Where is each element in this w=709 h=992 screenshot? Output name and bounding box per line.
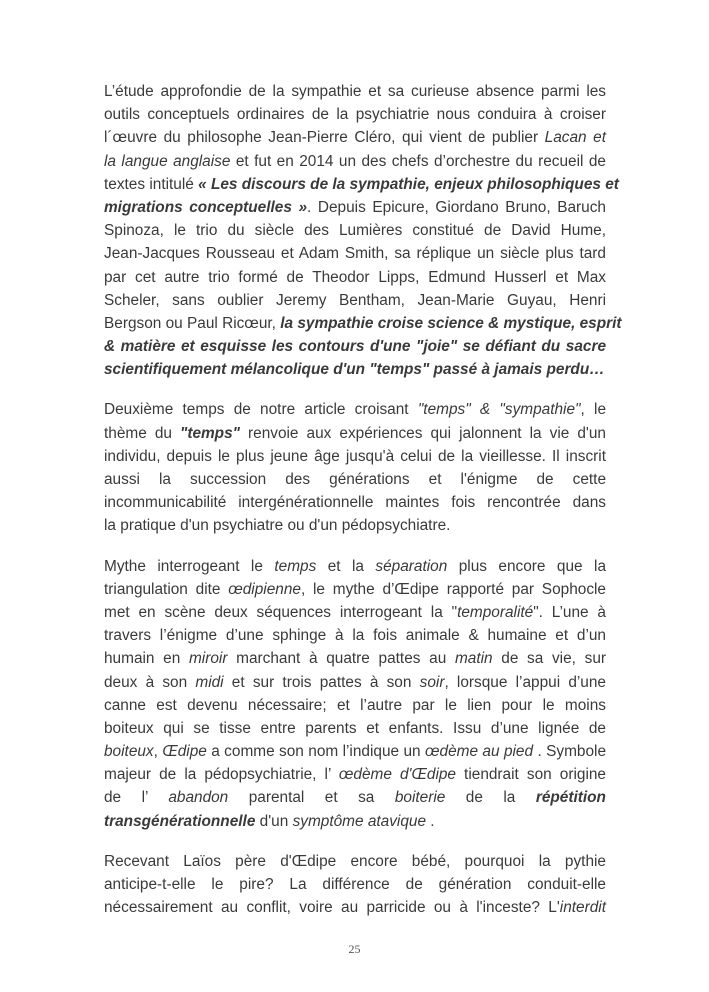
- text-run: incommunicabilité intergénérationnelle maintes fois rencontrée dans: [104, 494, 606, 512]
- text-line: [104, 896, 606, 919]
- text-run: et sur trois pattes à son: [223, 673, 420, 691]
- paragraph: [104, 555, 606, 833]
- text-run: individu, depuis le plus jeune âge jusqu'à celui de la vieillesse. Il inscrit: [104, 447, 606, 465]
- text-line: [104, 850, 606, 873]
- text-line: [104, 103, 606, 126]
- text-run: la pratique d'un psychiatre ou d'un pédopsychiatre.: [104, 517, 451, 535]
- text-line: [104, 740, 606, 763]
- text-run: œdème d'Œdipe: [338, 766, 456, 784]
- text-run: de l’: [104, 789, 169, 807]
- text-line: [104, 150, 606, 173]
- text-run: , lorsque l’appui d’une: [444, 673, 606, 691]
- text-line: [104, 873, 606, 896]
- text-run: met en scène deux séquences interrogeant la ": [104, 603, 458, 621]
- text-run: plus encore que la: [447, 557, 607, 575]
- paragraph: [104, 80, 622, 381]
- text-line: [104, 398, 606, 421]
- text-run: Jean-Jacques Rousseau et Adam Smith, sa réplique un siècle plus tard: [104, 245, 606, 263]
- text-run: temps: [274, 557, 317, 575]
- text-run: L’étude approfondie de la sympathie et sa curieuse absence parmi les: [104, 83, 606, 100]
- text-run: abandon: [168, 789, 229, 807]
- text-run: interdit: [559, 899, 606, 917]
- text-line: [104, 601, 606, 624]
- text-line: [104, 126, 606, 149]
- text-line: [104, 624, 606, 647]
- text-line: [104, 555, 606, 578]
- text-line: [104, 810, 606, 833]
- text-run: humain en: [104, 650, 189, 668]
- text-run: soir: [419, 673, 445, 691]
- text-run: transgénérationnelle: [104, 812, 256, 830]
- text-run: & matière et esquisse les contours d'une "joie" se défiant du sacre: [104, 338, 606, 356]
- text-run: Spinoza, le trio du siècle des Lumières constitué de David Hume,: [104, 222, 606, 240]
- paragraph: [104, 850, 606, 920]
- text-run: Œdipe: [162, 743, 207, 761]
- text-line: [104, 219, 606, 242]
- text-run: Scheler, sans oublier Jeremy Bentham, Jean-Marie Guyau, Henri: [104, 291, 606, 309]
- text-run: temporalité: [457, 603, 534, 621]
- text-run: parental et sa: [228, 789, 395, 807]
- page-body: [104, 80, 622, 936]
- text-run: Recevant Laïos père d'Œdipe encore bébé, pourquoi la pythie: [104, 852, 606, 870]
- text-run: Bergson ou Paul Ricœur,: [104, 314, 281, 332]
- text-line: [104, 671, 606, 694]
- text-run: de la: [445, 789, 536, 807]
- text-line: [104, 647, 606, 670]
- text-line: [104, 694, 606, 717]
- text-run: . Symbole: [533, 743, 607, 761]
- text-line: [104, 289, 606, 312]
- text-line: [104, 491, 606, 514]
- text-run: Mythe interrogeant le: [104, 557, 275, 575]
- text-line: [104, 422, 606, 445]
- text-line: [104, 717, 606, 740]
- text-run: .: [426, 812, 435, 830]
- text-run: , le mythe d’Œdipe rapporté par Sophocle: [300, 580, 606, 598]
- text-run: Deuxième temps de notre article croisant: [104, 401, 418, 419]
- text-run: nécessairement au conflit, voire au parricide ou à l'inceste? L': [104, 899, 560, 917]
- text-line: [104, 445, 606, 468]
- text-run: renvoie aux expériences qui jalonnent la vie d'un: [239, 424, 606, 442]
- text-line: [104, 80, 606, 103]
- text-run: a comme son nom l’indique un: [206, 743, 425, 761]
- text-run: et fut en 2014 un des chefs d’orchestre du recueil de: [230, 152, 606, 170]
- text-line: [104, 335, 606, 358]
- text-run: outils conceptuels ordinaires de la psychiatrie nous conduira à croiser: [104, 106, 606, 124]
- text-run: scientifiquement mélancolique d'un "temps" passé à jamais perdu…: [104, 361, 605, 379]
- text-run: Lacan et: [544, 129, 607, 147]
- text-run: miroir: [188, 650, 228, 668]
- text-line: [104, 468, 606, 491]
- text-line: [104, 763, 606, 786]
- text-run: anticipe-t-elle le pire? La différence de génération conduit-elle: [104, 876, 606, 893]
- text-run: ". L’une à: [533, 603, 606, 621]
- text-run: thème du: [104, 424, 181, 442]
- text-run: aussi la succession des générations et l'énigme de cette: [104, 471, 606, 488]
- text-run: "temps" & "sympathie": [417, 401, 581, 419]
- text-run: boiteux qui se tisse entre parents et enfants. Issu d’une lignée de: [104, 719, 606, 737]
- text-run: la sympathie croise science & mystique, esprit: [280, 314, 622, 332]
- text-run: répétition: [535, 789, 606, 807]
- text-run: la langue anglaise: [104, 152, 231, 170]
- text-run: ,: [153, 743, 163, 761]
- text-run: séparation: [375, 557, 448, 575]
- text-run: , le: [580, 401, 607, 419]
- text-run: symptôme atavique: [292, 812, 427, 830]
- text-run: travers l’énigme d’une sphinge à la fois animale & humaine et d’un: [104, 627, 606, 645]
- text-line: [104, 266, 606, 289]
- text-run: tiendrait son origine: [455, 766, 606, 784]
- text-run: œdipienne: [228, 580, 301, 598]
- text-run: d'un: [255, 812, 293, 830]
- text-line: [104, 312, 622, 335]
- text-run: midi: [195, 673, 224, 691]
- text-run: de sa vie, sur: [492, 650, 607, 668]
- text-run: migrations conceptuelles »: [104, 198, 308, 216]
- text-run: et la: [316, 557, 376, 575]
- text-run: majeur de la pédopsychiatrie, l’: [104, 766, 339, 784]
- text-line: [104, 358, 606, 381]
- text-run: « Les discours de la sympathie, enjeux philosophiques et: [198, 175, 619, 193]
- text-run: "temps": [180, 424, 240, 442]
- text-run: deux à son: [104, 673, 196, 691]
- text-run: boiteux: [104, 743, 154, 761]
- page-number: 25: [348, 942, 361, 956]
- text-line: [104, 196, 606, 219]
- text-run: textes intitulé: [104, 175, 199, 193]
- text-run: canne est devenu nécessaire; et l’autre par le lien pour le moins: [104, 696, 606, 714]
- text-run: . Depuis Epicure, Giordano Bruno, Baruch: [307, 198, 606, 216]
- text-run: triangulation dite: [104, 580, 229, 598]
- text-line: [104, 514, 606, 537]
- text-run: œdème au pied: [425, 743, 534, 761]
- text-line: [104, 242, 606, 265]
- text-line: [104, 173, 619, 196]
- text-run: marchant à quatre pattes au: [227, 650, 455, 668]
- text-line: [104, 578, 606, 601]
- text-run: l´œuvre du philosophe Jean-Pierre Cléro, qui vient de publier: [104, 129, 545, 147]
- text-run: matin: [454, 650, 493, 668]
- text-run: boiterie: [394, 789, 446, 807]
- text-line: [104, 786, 606, 809]
- text-run: par cet autre trio formé de Theodor Lipps, Edmund Husserl et Max: [104, 268, 606, 286]
- paragraph: [104, 398, 606, 537]
